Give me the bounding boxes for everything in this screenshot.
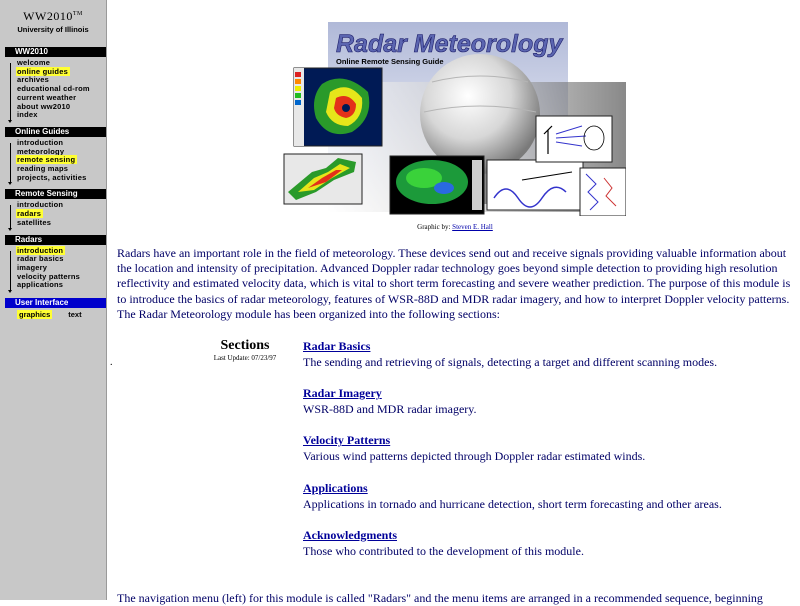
user-interface-options [0,308,106,319]
logo-subtitle: University of Illinois [17,25,89,34]
tree-arrow-icon [10,143,11,183]
section-link-acknowledgments[interactable]: Acknowledgments [303,527,398,542]
nav-group-title-remote-sensing: Remote Sensing [5,189,106,199]
tree-arrow-icon [10,63,11,120]
nav-item-applications[interactable] [17,281,106,290]
section-link-velocity-patterns[interactable]: Velocity Patterns [303,433,391,448]
nav-item-label: introduction [17,245,64,255]
nav-group-ww2010 [0,57,106,123]
section-description: The sending and retrieving of signals, detecting a target and different scanning modes. [303,355,718,369]
sections-list [303,337,723,573]
logo-tm: TM [72,11,83,17]
tree-arrow-icon [10,205,11,227]
last-update: Last Update: 07/23/97 [213,354,277,362]
section-item [303,479,723,512]
nav-item-label: introduction [17,137,64,147]
nav-item-label: radars [17,209,42,219]
nav-item-label: satellites [17,217,52,227]
sections-title: Sections [220,338,270,353]
nav-group-title-ww2010: WW2010 [5,47,106,57]
nav-item-label: current weather [17,92,77,102]
banner-title: Radar Meteorology [336,30,563,58]
logo-name: WW2010 [23,9,73,23]
radar-meteorology-banner [282,22,626,216]
nav-group-radars [0,245,106,294]
squall-line-radar-thumbnail [284,154,362,204]
radar-beam-diagram-thumbnail [536,116,612,162]
graphic-credit [110,223,800,231]
velocity-radar-thumbnail [390,156,484,214]
nav-group-title-user-interface: User Interface [5,298,106,308]
graphics-link[interactable]: graphics [19,310,51,320]
section-link-radar-basics[interactable]: Radar Basics [303,339,371,353]
nav-item-label: introduction [17,200,64,210]
ww2010-logo[interactable] [0,0,106,47]
section-link-radar-imagery[interactable]: Radar Imagery [303,386,382,401]
banner-subtitle: Online Remote Sensing Guide [336,57,444,66]
section-item [303,337,723,370]
intro-paragraph: Radars have an important role in the field of meteorology. These devices send out and receive signals providing valuable information about the location and intensity of precipitation. Advanced Doppler radar technology goes beyond simple detection to providing high resolution reflectivity and estimated velocity data, which is vital to short term forecasting and severe weather prediction. The purpose of this module is to introduce the basics of radar meteorology, features of WSR-88D and MDR radar imagery, and how to interpret Doppler velocity patterns. The Radar Meteorology module has been organized into the following sections: [117,246,791,321]
nav-group-title-radars: Radars [5,235,106,245]
nav-item-index[interactable] [17,111,106,120]
section-item [303,526,723,559]
nav-item-label: projects, activities [17,172,87,182]
nav-group-title-online-guides: Online Guides [5,127,106,137]
text-link[interactable]: text [68,310,82,320]
nav-item-label: welcome [17,58,51,67]
nav-item-label: radar basics [17,254,64,264]
nav-item-label: index [17,110,38,120]
nav-item-label: imagery [17,262,48,272]
nav-group-remote-sensing [0,199,106,230]
nav-item-label: remote sensing [17,155,76,165]
stray-dot: . [110,357,113,368]
sidebar [0,0,107,600]
nav-item-label: educational cd-rom [17,84,90,94]
nav-group-online-guides [0,137,106,186]
section-item [303,431,723,464]
section-description: Various wind patterns depicted through Doppler radar estimated winds. [303,449,646,464]
wind-pattern-thumbnail [487,160,583,210]
nav-item-label: online guides [17,66,68,76]
wind-barbs-thumbnail [580,168,626,216]
section-description: Applications in tornado and hurricane detection, short term forecasting and other areas. [303,496,722,511]
nav-item-label: archives [17,75,50,85]
credit-prefix: Graphic by: [417,223,453,231]
section-link-applications[interactable]: Applications [303,480,368,495]
nav-item-label: meteorology [17,146,65,156]
nav-item-label: about ww2010 [17,101,71,111]
nav-item-label: reading maps [17,164,69,174]
nav-item-label: velocity patterns [17,271,81,281]
tree-arrow-icon [10,251,11,291]
section-description: WSR-88D and MDR radar imagery. [303,402,477,417]
section-description: Those who contributed to the development of this module. [303,543,584,558]
navigation-description: The navigation menu (left) for this module is called "Radars" and the menu items are arranged in a recommended sequence, beginning [117,591,763,605]
nav-item-label: applications [17,280,64,290]
nav-groups [0,47,106,293]
hurricane-radar-thumbnail [294,68,382,146]
section-item [303,384,723,417]
credit-author-link[interactable]: Steven E. Hall [452,223,493,231]
nav-item-satellites[interactable] [17,219,106,228]
nav-item-projects-activities[interactable] [17,174,106,183]
